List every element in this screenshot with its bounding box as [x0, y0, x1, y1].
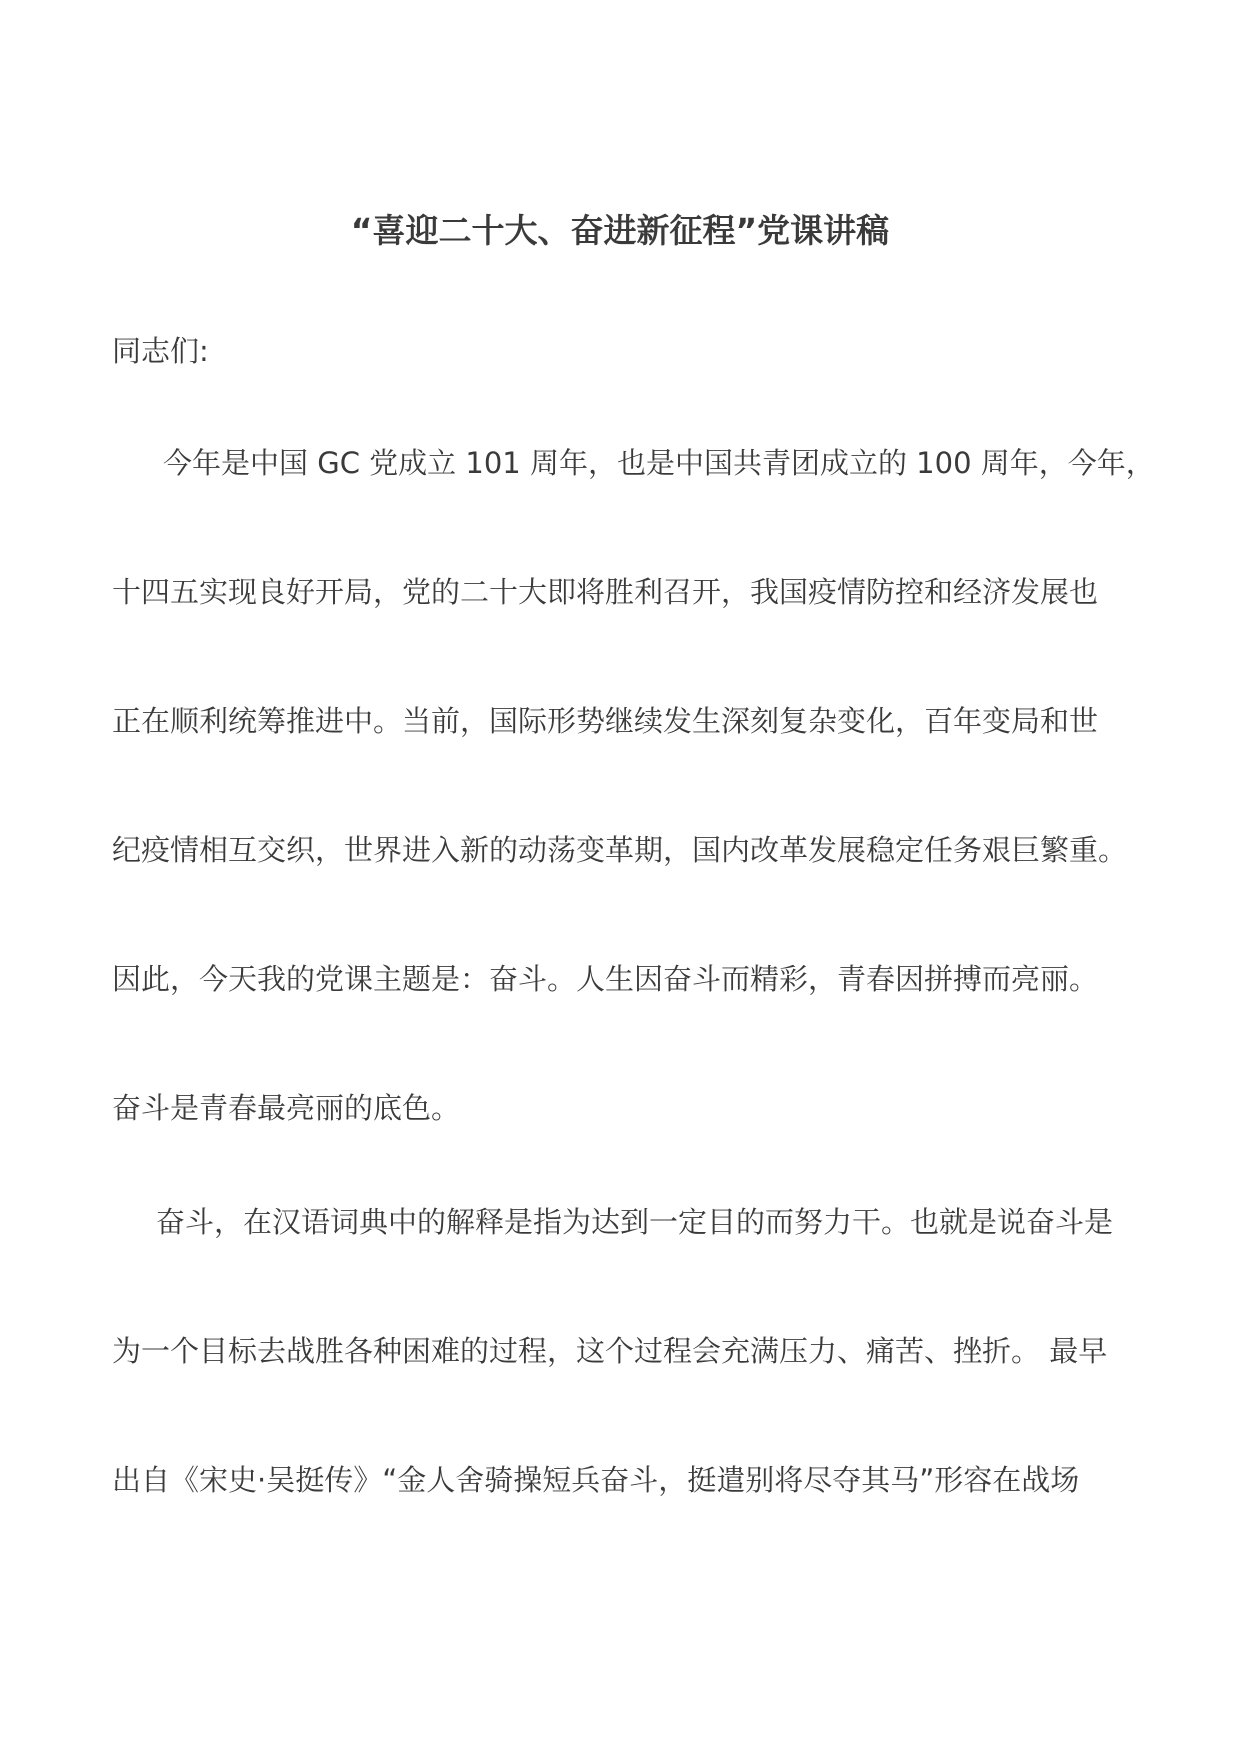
document-title: “喜迎二十大、奋进新征程”党课讲稿: [350, 211, 890, 250]
paragraph-line: 纪疫情相互交织，世界进入新的动荡变革期，国内改革发展稳定任务艰巨繁重。: [112, 833, 1128, 867]
paragraph-line: 正在顺利统筹推进中。当前，国际形势继续发生深刻复杂变化，百年变局和世: [112, 704, 1099, 738]
paragraph-line: 奋斗是青春最亮丽的底色。: [112, 1091, 461, 1125]
paragraph-line: 十四五实现良好开局，党的二十大即将胜利召开，我国疫情防控和经济发展也: [112, 575, 1099, 609]
paragraph-line: 奋斗，在汉语词典中的解释是指为达到一定目的而努力干。也就是说奋斗是: [156, 1205, 1114, 1239]
paragraph-line: 为一个目标去战胜各种困难的过程，这个过程会充满压力、痛苦、挫折。 最早: [112, 1334, 1108, 1368]
paragraph-line: 出自《宋史·吴挺传》“金人舍骑操短兵奋斗，挺遣别将尽夺其马”形容在战场: [112, 1463, 1080, 1497]
salutation: 同志们:: [112, 334, 209, 368]
paragraph-line: 今年是中国 GC 党成立 101 周年，也是中国共青团成立的 100 周年，今年，: [163, 446, 1155, 480]
paragraph-line: 因此，今天我的党课主题是：奋斗。人生因奋斗而精彩，青春因拼搏而亮丽。: [112, 962, 1099, 996]
